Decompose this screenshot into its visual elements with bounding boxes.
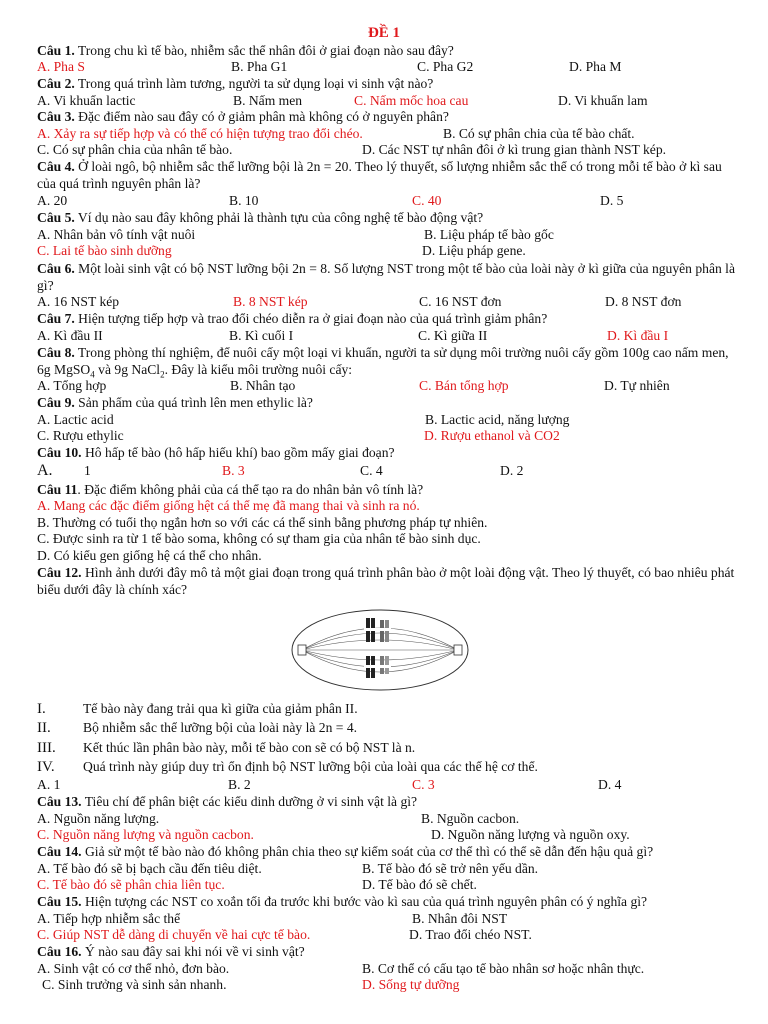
question-text: Trong quá trình làm tương, người ta sử dụng loại vi sinh vật nào? xyxy=(74,76,434,91)
question-text: Ví dụ nào sau đây không phải là thành tựu của công nghệ tế bào động vật? xyxy=(74,210,484,225)
question-text: Trong chu kì tế bào, nhiễm sắc thể nhân đôi ở giai đoạn nào sau đây? xyxy=(74,43,454,58)
option-a[interactable]: A. Tế bào đó sẽ bị bạch cầu đến tiêu diệt. xyxy=(37,861,262,876)
option-a[interactable]: A. Tổng hợp xyxy=(37,378,107,393)
question-number: Câu 10. xyxy=(37,445,82,460)
option-c[interactable]: C. Kì giữa II xyxy=(418,328,488,343)
question-text: . Đặc điểm không phải của cá thể tạo ra do nhân bản vô tính là? xyxy=(77,482,424,497)
option-a[interactable]: A. Xảy ra sự tiếp hợp và có thể có hiện tượng trao đổi chéo. xyxy=(37,126,363,141)
option-c[interactable]: C. Rượu ethylic xyxy=(37,428,124,443)
question-text: Hô hấp tế bào (hô hấp hiếu khí) bao gồm mấy giai đoạn? xyxy=(81,445,395,460)
question-number: Câu 2. xyxy=(37,76,75,91)
option-c[interactable]: C. Được sinh ra từ 1 tế bào soma, không có sự tham gia của nhân tế bào sinh dục. xyxy=(37,531,481,546)
exam-title: ĐỀ 1 xyxy=(367,25,401,41)
question-number: Câu 3. xyxy=(37,109,75,124)
option-d[interactable]: D. Các NST tự nhân đôi ở kì trung gian thành NST kép. xyxy=(362,142,667,157)
subscript: 2 xyxy=(160,369,165,380)
option-b[interactable]: B. Kì cuối I xyxy=(229,328,294,343)
question-text: Giả sử một tế bào nào đó không phân chia theo sự kiểm soát của cơ thể thì có thể sẽ dẫn đến hậu quả gì? xyxy=(81,844,654,859)
option-c[interactable]: C. 4 xyxy=(360,463,383,478)
question-number: Câu 1. xyxy=(37,43,75,58)
statement-numeral: II. xyxy=(37,720,51,736)
question-number: Câu 4. xyxy=(37,159,75,174)
subscript: 4 xyxy=(90,369,95,380)
option-c[interactable]: C. Lai tế bào sinh dưỡng xyxy=(37,243,172,258)
option-a[interactable]: A. 20 xyxy=(37,193,68,208)
question-text: Trong phòng thí nghiệm, để nuôi cấy một loại vi khuẩn, người ta sử dụng môi trường nuôi cấy gồm 100g cao nấm men, 6g MgSO xyxy=(37,345,729,377)
question-9 xyxy=(37,395,738,412)
statement-text: Tế bào này đang trải qua kì giữa của giảm phân II. xyxy=(83,701,358,716)
option-c[interactable]: C. 16 NST đơn xyxy=(419,294,502,309)
question-number: Câu 6. xyxy=(37,261,75,276)
question-number: Câu 8. xyxy=(37,345,75,360)
option-b[interactable]: B. Thường có tuổi thọ ngắn hơn so với các cá thể sinh bằng phương pháp tự nhiên. xyxy=(37,515,488,530)
option-a[interactable]: A. Mang các đặc điểm giống hệt cá thể mẹ đã mang thai và sinh ra nó. xyxy=(37,498,420,513)
option-a[interactable]: A. Tiếp hợp nhiễm sắc thể xyxy=(37,911,181,926)
option-a[interactable]: A. Vi khuẩn lactic xyxy=(37,93,136,108)
question-number: Câu 15. xyxy=(37,894,82,909)
option-d[interactable]: D. Sống tự dưỡng xyxy=(362,977,460,992)
option-b[interactable]: B. 8 NST kép xyxy=(233,294,308,309)
option-d[interactable]: D. Liệu pháp gene. xyxy=(422,243,526,258)
option-c[interactable]: C. Sinh trưởng và sinh sản nhanh. xyxy=(42,977,227,992)
option-b[interactable]: B. Nhân đôi NST xyxy=(412,911,508,926)
question-text: Một loài sinh vật có bộ NST lưỡng bội 2n = 8. Số lượng NST trong một tế bào của loài này ở kì giữa của nguyên phân là gì? xyxy=(37,261,735,293)
question-10 xyxy=(37,445,738,462)
question-number: Câu 7. xyxy=(37,311,75,326)
option-b[interactable]: B. 3 xyxy=(222,463,245,478)
statement-text: Quá trình này giúp duy trì ổn định bộ NST lưỡng bội của loài qua các thế hệ cơ thể. xyxy=(83,759,538,774)
question-3 xyxy=(37,109,738,126)
option-d[interactable]: D. Tế bào đó sẽ chết. xyxy=(362,877,477,892)
question-text: Đặc điểm nào sau đây có ở giảm phân mà không có ở nguyên phân? xyxy=(74,109,449,124)
option-d[interactable]: D. 4 xyxy=(598,777,622,792)
question-text: Hiện tượng tiếp hợp và trao đổi chéo diễn ra ở giai đoạn nào của quá trình giảm phân? xyxy=(74,311,548,326)
option-a[interactable]: A. Lactic acid xyxy=(37,412,114,427)
question-number: Câu 12. xyxy=(37,565,82,580)
option-d[interactable]: D. Tự nhiên xyxy=(604,378,670,393)
centrosome-right xyxy=(454,645,462,655)
question-text: Tiêu chí để phân biệt các kiểu dinh dưỡng ở vi sinh vật là gì? xyxy=(81,794,418,809)
option-a[interactable]: A. Kì đầu II xyxy=(37,328,103,343)
cell-division-diagram xyxy=(288,606,472,694)
question-5 xyxy=(37,210,738,227)
option-b[interactable]: B. Liệu pháp tế bào gốc xyxy=(424,227,554,242)
statement-2 xyxy=(37,720,738,737)
option-a[interactable]: A. 1 xyxy=(37,777,61,792)
option-d[interactable]: D. 8 NST đơn xyxy=(605,294,682,309)
question-6 xyxy=(37,261,738,294)
question-text: Hiện tượng các NST co xoắn tối đa trước khi bước vào kì sau của quá trình nguyên phân có ý nghĩa gì? xyxy=(81,894,648,909)
statement-1 xyxy=(37,701,738,718)
option-c[interactable]: C. 40 xyxy=(412,193,442,208)
option-c[interactable]: C. Có sự phân chia của nhân tế bào. xyxy=(37,142,233,157)
option-d[interactable]: D. Nguồn năng lượng và nguồn oxy. xyxy=(431,827,630,842)
question-number: Câu 11 xyxy=(37,482,78,497)
option-c[interactable]: C. Tế bào đó sẽ phân chia liên tục. xyxy=(37,877,225,892)
option-b[interactable]: B. Nhân tạo xyxy=(230,378,296,393)
statement-numeral: III. xyxy=(37,740,56,756)
option-a[interactable]: A. xyxy=(37,462,53,479)
option-b[interactable]: B. Tế bào đó sẽ trở nên yếu dần. xyxy=(362,861,539,876)
question-text: Ở loài ngô, bộ nhiễm sắc thể lưỡng bội là 2n = 20. Theo lý thuyết, số lượng nhiễm sắc thể có trong mỗi tế bào ở kì sau của quá trình nguyên phân là? xyxy=(37,159,722,191)
question-11 xyxy=(37,482,738,499)
statement-numeral: I. xyxy=(37,701,46,717)
statement-3 xyxy=(37,740,738,757)
option-b[interactable]: B. Có sự phân chia của tế bào chất. xyxy=(443,126,635,141)
option-d[interactable]: D. Vi khuẩn lam xyxy=(558,93,648,108)
option-d[interactable]: D. Rượu ethanol và CO2 xyxy=(424,428,560,443)
question-number: Câu 13. xyxy=(37,794,82,809)
question-text-cont: và 9g NaCl xyxy=(94,361,161,377)
question-13 xyxy=(37,794,738,811)
option-b[interactable]: B. Pha G1 xyxy=(231,59,288,74)
question-text: Sản phẩm của quá trình lên men ethylic là? xyxy=(74,395,313,410)
statement-text: Kết thúc lần phân bào này, mỗi tế bào con sẽ có bộ NST là n. xyxy=(83,740,416,755)
question-4 xyxy=(37,159,738,192)
option-d[interactable]: D. 2 xyxy=(500,463,524,478)
option-c[interactable]: C. Giúp NST dễ dàng di chuyển về hai cực tế bào. xyxy=(37,927,311,942)
question-1 xyxy=(37,43,738,60)
option-c[interactable]: C. Nấm mốc hoa cau xyxy=(354,93,469,108)
question-text: Ý nào sau đây sai khi nói về vi sinh vật? xyxy=(81,944,305,959)
option-b[interactable]: B. 2 xyxy=(228,777,251,792)
option-a[interactable]: A. 16 NST kép xyxy=(37,294,120,309)
option-d[interactable]: D. Có kiểu gen giống hệ cá thể cho nhân. xyxy=(37,548,262,563)
question-text: Hình ảnh dưới đây mô tả một giai đoạn trong quá trình phân bào ở một loài động vật. Theo lý thuyết, có bao nhiêu phát biểu dưới đây là chính xác? xyxy=(37,565,735,597)
option-d[interactable]: D. Kì đầu I xyxy=(607,328,669,343)
question-number: Câu 9. xyxy=(37,395,75,410)
option-d[interactable]: D. 5 xyxy=(600,193,624,208)
option-a[interactable]: A. Nguồn năng lượng. xyxy=(37,811,160,826)
question-7 xyxy=(37,311,738,328)
option-d[interactable]: D. Pha M xyxy=(569,59,622,74)
statement-4 xyxy=(37,759,738,776)
option-c[interactable]: C. Nguồn năng lượng và nguồn cacbon. xyxy=(37,827,254,842)
option-c[interactable]: C. Bán tổng hợp xyxy=(419,378,509,393)
question-12 xyxy=(37,565,738,598)
option-b[interactable]: B. 10 xyxy=(229,193,259,208)
question-text-end: . Đây là kiểu môi trường nuôi cấy: xyxy=(164,361,353,377)
question-2 xyxy=(37,76,738,93)
question-number: Câu 16. xyxy=(37,944,82,959)
question-14 xyxy=(37,844,738,861)
option-c[interactable]: C. 3 xyxy=(412,777,435,792)
option-a[interactable]: A. Sinh vật có cơ thể nhỏ, đơn bào. xyxy=(37,961,230,976)
question-15 xyxy=(37,894,738,911)
option-a-value[interactable]: 1 xyxy=(84,463,91,478)
option-c[interactable]: C. Pha G2 xyxy=(417,59,474,74)
option-a[interactable]: A. Nhân bản vô tính vật nuôi xyxy=(37,227,196,242)
option-b[interactable]: B. Nấm men xyxy=(233,93,303,108)
statement-numeral: IV. xyxy=(37,759,55,775)
statement-text: Bộ nhiễm sắc thể lưỡng bội của loài này là 2n = 4. xyxy=(83,720,358,735)
option-a[interactable]: A. Pha S xyxy=(37,59,85,74)
option-b[interactable]: B. Lactic acid, năng lượng xyxy=(425,412,570,427)
centrosome-left xyxy=(298,645,306,655)
question-16 xyxy=(37,944,738,961)
option-d[interactable]: D. Trao đổi chéo NST. xyxy=(409,927,532,942)
option-b[interactable]: B. Cơ thể có cấu tạo tế bào nhân sơ hoặc nhân thực. xyxy=(362,961,645,976)
question-number: Câu 14. xyxy=(37,844,82,859)
option-b[interactable]: B. Nguồn cacbon. xyxy=(421,811,520,826)
question-number: Câu 5. xyxy=(37,210,75,225)
